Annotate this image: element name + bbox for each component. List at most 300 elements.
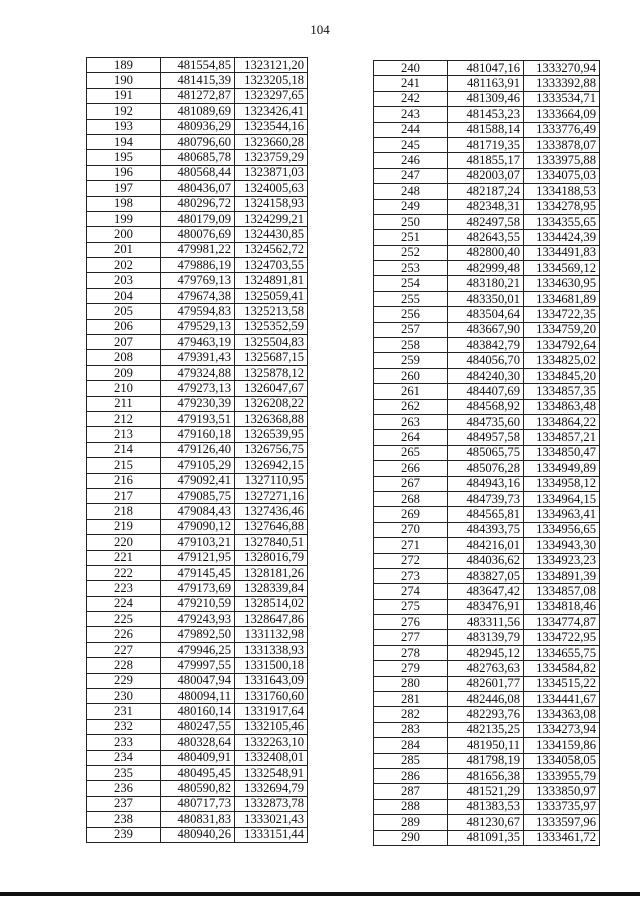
y-coordinate-cell: 1334857,35 <box>524 384 600 399</box>
point-number-cell: 236 <box>87 781 161 796</box>
x-coordinate-cell: 483842,79 <box>448 338 524 353</box>
x-coordinate-cell: 479121,95 <box>161 550 235 565</box>
point-number-cell: 272 <box>374 553 448 568</box>
table-row <box>374 322 600 337</box>
x-coordinate-cell: 479391,43 <box>161 350 235 365</box>
point-number-cell: 287 <box>374 784 448 799</box>
y-coordinate-cell: 1331643,09 <box>235 673 308 688</box>
table-row <box>87 381 308 396</box>
table-row <box>87 535 308 550</box>
point-number-cell: 192 <box>87 104 161 119</box>
table-row <box>87 504 308 519</box>
point-number-cell: 189 <box>87 58 161 73</box>
table-row <box>374 553 600 568</box>
table-row <box>87 704 308 719</box>
point-number-cell: 223 <box>87 581 161 596</box>
y-coordinate-cell: 1334759,20 <box>524 322 600 337</box>
table-row <box>374 599 600 614</box>
y-coordinate-cell: 1334857,08 <box>524 584 600 599</box>
x-coordinate-cell: 481091,35 <box>448 830 524 845</box>
y-coordinate-cell: 1327646,88 <box>235 519 308 534</box>
x-coordinate-cell: 481719,35 <box>448 137 524 152</box>
point-number-cell: 190 <box>87 73 161 88</box>
x-coordinate-cell: 481656,38 <box>448 768 524 783</box>
y-coordinate-cell: 1331500,18 <box>235 658 308 673</box>
table-row <box>374 122 600 137</box>
table-row <box>374 137 600 152</box>
point-number-cell: 193 <box>87 119 161 134</box>
point-number-cell: 217 <box>87 488 161 503</box>
table-row <box>374 507 600 522</box>
x-coordinate-cell: 480409,91 <box>161 750 235 765</box>
table-row <box>374 707 600 722</box>
table-row <box>87 242 308 257</box>
point-number-cell: 216 <box>87 473 161 488</box>
table-row <box>374 830 600 845</box>
point-number-cell: 211 <box>87 396 161 411</box>
table-row <box>374 538 600 553</box>
y-coordinate-cell: 1334958,12 <box>524 476 600 491</box>
y-coordinate-cell: 1334424,39 <box>524 230 600 245</box>
point-number-cell: 243 <box>374 107 448 122</box>
point-number-cell: 280 <box>374 676 448 691</box>
table-row <box>374 615 600 630</box>
table-row <box>374 291 600 306</box>
point-number-cell: 240 <box>374 61 448 76</box>
x-coordinate-cell: 480831,83 <box>161 812 235 827</box>
table-row <box>374 491 600 506</box>
x-coordinate-cell: 482187,24 <box>448 184 524 199</box>
table-row <box>374 461 600 476</box>
x-coordinate-cell: 479886,19 <box>161 258 235 273</box>
y-coordinate-cell: 1333878,07 <box>524 137 600 152</box>
y-coordinate-cell: 1326368,88 <box>235 411 308 426</box>
table-row <box>87 719 308 734</box>
point-number-cell: 267 <box>374 476 448 491</box>
y-coordinate-cell: 1334515,22 <box>524 676 600 691</box>
point-number-cell: 221 <box>87 550 161 565</box>
y-coordinate-cell: 1324891,81 <box>235 273 308 288</box>
table-row <box>374 384 600 399</box>
table-row <box>374 230 600 245</box>
point-number-cell: 233 <box>87 735 161 750</box>
point-number-cell: 283 <box>374 722 448 737</box>
y-coordinate-cell: 1331760,60 <box>235 689 308 704</box>
y-coordinate-cell: 1323660,28 <box>235 134 308 149</box>
table-row <box>87 596 308 611</box>
table-row <box>374 753 600 768</box>
point-number-cell: 256 <box>374 307 448 322</box>
x-coordinate-cell: 481383,53 <box>448 799 524 814</box>
table-row <box>87 581 308 596</box>
y-coordinate-cell: 1334569,12 <box>524 261 600 276</box>
point-number-cell: 220 <box>87 535 161 550</box>
y-coordinate-cell: 1331132,98 <box>235 627 308 642</box>
y-coordinate-cell: 1334845,20 <box>524 368 600 383</box>
point-number-cell: 265 <box>374 445 448 460</box>
point-number-cell: 205 <box>87 304 161 319</box>
y-coordinate-cell: 1332408,01 <box>235 750 308 765</box>
y-coordinate-cell: 1334278,95 <box>524 199 600 214</box>
table-row <box>374 338 600 353</box>
point-number-cell: 226 <box>87 627 161 642</box>
table-row <box>374 245 600 260</box>
point-number-cell: 232 <box>87 719 161 734</box>
x-coordinate-cell: 479090,12 <box>161 519 235 534</box>
table-row <box>87 73 308 88</box>
x-coordinate-cell: 481415,39 <box>161 73 235 88</box>
table-row <box>87 273 308 288</box>
x-coordinate-cell: 480940,26 <box>161 827 235 842</box>
y-coordinate-cell: 1334188,53 <box>524 184 600 199</box>
table-row <box>87 750 308 765</box>
point-number-cell: 224 <box>87 596 161 611</box>
point-number-cell: 203 <box>87 273 161 288</box>
x-coordinate-cell: 481521,29 <box>448 784 524 799</box>
x-coordinate-cell: 481798,19 <box>448 753 524 768</box>
x-coordinate-cell: 483180,21 <box>448 276 524 291</box>
x-coordinate-cell: 482999,48 <box>448 261 524 276</box>
point-number-cell: 225 <box>87 612 161 627</box>
point-number-cell: 249 <box>374 199 448 214</box>
point-number-cell: 288 <box>374 799 448 814</box>
x-coordinate-cell: 480717,73 <box>161 796 235 811</box>
x-coordinate-cell: 485065,75 <box>448 445 524 460</box>
point-number-cell: 213 <box>87 427 161 442</box>
y-coordinate-cell: 1331338,93 <box>235 642 308 657</box>
x-coordinate-cell: 479324,88 <box>161 365 235 380</box>
x-coordinate-cell: 481230,67 <box>448 815 524 830</box>
y-coordinate-cell: 1328016,79 <box>235 550 308 565</box>
table-row <box>87 458 308 473</box>
x-coordinate-cell: 479674,38 <box>161 288 235 303</box>
x-coordinate-cell: 479126,40 <box>161 442 235 457</box>
y-coordinate-cell: 1333151,44 <box>235 827 308 842</box>
x-coordinate-cell: 480436,07 <box>161 181 235 196</box>
x-coordinate-cell: 482601,77 <box>448 676 524 691</box>
table-row <box>87 519 308 534</box>
x-coordinate-cell: 479463,19 <box>161 335 235 350</box>
x-coordinate-cell: 480328,64 <box>161 735 235 750</box>
table-row <box>374 430 600 445</box>
x-coordinate-cell: 483827,05 <box>448 568 524 583</box>
table-row <box>87 488 308 503</box>
x-coordinate-cell: 481554,85 <box>161 58 235 73</box>
x-coordinate-cell: 483504,64 <box>448 307 524 322</box>
coordinates-table-right <box>373 60 600 846</box>
coordinates-table-left <box>86 57 308 843</box>
x-coordinate-cell: 481047,16 <box>448 61 524 76</box>
y-coordinate-cell: 1326208,22 <box>235 396 308 411</box>
table-row <box>87 673 308 688</box>
point-number-cell: 274 <box>374 584 448 599</box>
table-row <box>374 368 600 383</box>
point-number-cell: 228 <box>87 658 161 673</box>
point-number-cell: 250 <box>374 214 448 229</box>
x-coordinate-cell: 479210,59 <box>161 596 235 611</box>
x-coordinate-cell: 484240,30 <box>448 368 524 383</box>
table-row <box>87 627 308 642</box>
x-coordinate-cell: 479273,13 <box>161 381 235 396</box>
table-row <box>87 550 308 565</box>
table-row <box>87 658 308 673</box>
x-coordinate-cell: 480179,09 <box>161 211 235 226</box>
table-row <box>374 676 600 691</box>
table-row <box>374 522 600 537</box>
x-coordinate-cell: 481588,14 <box>448 122 524 137</box>
point-number-cell: 208 <box>87 350 161 365</box>
y-coordinate-cell: 1332694,79 <box>235 781 308 796</box>
point-number-cell: 289 <box>374 815 448 830</box>
point-number-cell: 286 <box>374 768 448 783</box>
point-number-cell: 198 <box>87 196 161 211</box>
table-row <box>87 442 308 457</box>
point-number-cell: 210 <box>87 381 161 396</box>
table-row <box>374 107 600 122</box>
point-number-cell: 278 <box>374 645 448 660</box>
y-coordinate-cell: 1328339,84 <box>235 581 308 596</box>
x-coordinate-cell: 481309,46 <box>448 91 524 106</box>
x-coordinate-cell: 480936,29 <box>161 119 235 134</box>
y-coordinate-cell: 1325687,15 <box>235 350 308 365</box>
x-coordinate-cell: 479243,93 <box>161 612 235 627</box>
point-number-cell: 194 <box>87 134 161 149</box>
y-coordinate-cell: 1323426,41 <box>235 104 308 119</box>
point-number-cell: 222 <box>87 565 161 580</box>
x-coordinate-cell: 480685,78 <box>161 150 235 165</box>
point-number-cell: 244 <box>374 122 448 137</box>
table-row <box>374 568 600 583</box>
y-coordinate-cell: 1334923,23 <box>524 553 600 568</box>
table-row <box>374 353 600 368</box>
table-row <box>87 288 308 303</box>
point-number-cell: 277 <box>374 630 448 645</box>
table-row <box>374 722 600 737</box>
y-coordinate-cell: 1333392,88 <box>524 76 600 91</box>
y-coordinate-cell: 1333735,97 <box>524 799 600 814</box>
table-row <box>87 565 308 580</box>
y-coordinate-cell: 1334075,03 <box>524 168 600 183</box>
y-coordinate-cell: 1323297,65 <box>235 88 308 103</box>
y-coordinate-cell: 1334943,30 <box>524 538 600 553</box>
table-row <box>87 181 308 196</box>
table-row <box>374 307 600 322</box>
table-row <box>374 799 600 814</box>
y-coordinate-cell: 1334058,05 <box>524 753 600 768</box>
table-row <box>374 399 600 414</box>
x-coordinate-cell: 483350,01 <box>448 291 524 306</box>
x-coordinate-cell: 484393,75 <box>448 522 524 537</box>
x-coordinate-cell: 479084,43 <box>161 504 235 519</box>
point-number-cell: 202 <box>87 258 161 273</box>
point-number-cell: 252 <box>374 245 448 260</box>
point-number-cell: 201 <box>87 242 161 257</box>
table-row <box>87 796 308 811</box>
y-coordinate-cell: 1334818,46 <box>524 599 600 614</box>
x-coordinate-cell: 480076,69 <box>161 227 235 242</box>
x-coordinate-cell: 479145,45 <box>161 565 235 580</box>
y-coordinate-cell: 1334864,22 <box>524 414 600 429</box>
x-coordinate-cell: 480796,60 <box>161 134 235 149</box>
table-row <box>87 227 308 242</box>
y-coordinate-cell: 1334850,47 <box>524 445 600 460</box>
y-coordinate-cell: 1324430,85 <box>235 227 308 242</box>
y-coordinate-cell: 1325059,41 <box>235 288 308 303</box>
x-coordinate-cell: 479193,51 <box>161 411 235 426</box>
x-coordinate-cell: 479103,21 <box>161 535 235 550</box>
y-coordinate-cell: 1333021,43 <box>235 812 308 827</box>
y-coordinate-cell: 1323759,29 <box>235 150 308 165</box>
point-number-cell: 199 <box>87 211 161 226</box>
y-coordinate-cell: 1334792,64 <box>524 338 600 353</box>
table-row <box>87 765 308 780</box>
point-number-cell: 246 <box>374 153 448 168</box>
table-row <box>374 645 600 660</box>
point-number-cell: 253 <box>374 261 448 276</box>
table-row <box>87 304 308 319</box>
y-coordinate-cell: 1328647,86 <box>235 612 308 627</box>
y-coordinate-cell: 1333776,49 <box>524 122 600 137</box>
y-coordinate-cell: 1334774,87 <box>524 615 600 630</box>
x-coordinate-cell: 480094,11 <box>161 689 235 704</box>
x-coordinate-cell: 480590,82 <box>161 781 235 796</box>
y-coordinate-cell: 1326539,95 <box>235 427 308 442</box>
point-number-cell: 255 <box>374 291 448 306</box>
point-number-cell: 247 <box>374 168 448 183</box>
y-coordinate-cell: 1333975,88 <box>524 153 600 168</box>
table-row <box>374 61 600 76</box>
y-coordinate-cell: 1327110,95 <box>235 473 308 488</box>
point-number-cell: 260 <box>374 368 448 383</box>
x-coordinate-cell: 481272,87 <box>161 88 235 103</box>
y-coordinate-cell: 1333597,96 <box>524 815 600 830</box>
x-coordinate-cell: 480296,72 <box>161 196 235 211</box>
y-coordinate-cell: 1334863,48 <box>524 399 600 414</box>
y-coordinate-cell: 1332548,91 <box>235 765 308 780</box>
table-row <box>374 445 600 460</box>
y-coordinate-cell: 1327436,46 <box>235 504 308 519</box>
table-row <box>87 411 308 426</box>
y-coordinate-cell: 1334355,65 <box>524 214 600 229</box>
y-coordinate-cell: 1334964,15 <box>524 491 600 506</box>
x-coordinate-cell: 479769,13 <box>161 273 235 288</box>
x-coordinate-cell: 483667,90 <box>448 322 524 337</box>
x-coordinate-cell: 483311,56 <box>448 615 524 630</box>
table-row <box>374 738 600 753</box>
point-number-cell: 212 <box>87 411 161 426</box>
table-row <box>87 781 308 796</box>
y-coordinate-cell: 1333955,79 <box>524 768 600 783</box>
x-coordinate-cell: 480495,45 <box>161 765 235 780</box>
point-number-cell: 195 <box>87 150 161 165</box>
table-row <box>87 165 308 180</box>
table-row <box>374 261 600 276</box>
x-coordinate-cell: 479594,83 <box>161 304 235 319</box>
point-number-cell: 279 <box>374 661 448 676</box>
table-row <box>87 104 308 119</box>
y-coordinate-cell: 1325504,83 <box>235 335 308 350</box>
y-coordinate-cell: 1334825,02 <box>524 353 600 368</box>
table-row <box>374 815 600 830</box>
x-coordinate-cell: 479230,39 <box>161 396 235 411</box>
point-number-cell: 215 <box>87 458 161 473</box>
table-row <box>87 88 308 103</box>
point-number-cell: 262 <box>374 399 448 414</box>
point-number-cell: 231 <box>87 704 161 719</box>
x-coordinate-cell: 483139,79 <box>448 630 524 645</box>
x-coordinate-cell: 484056,70 <box>448 353 524 368</box>
x-coordinate-cell: 480247,55 <box>161 719 235 734</box>
point-number-cell: 285 <box>374 753 448 768</box>
x-coordinate-cell: 479892,50 <box>161 627 235 642</box>
y-coordinate-cell: 1334857,21 <box>524 430 600 445</box>
table-row <box>87 150 308 165</box>
x-coordinate-cell: 482497,58 <box>448 214 524 229</box>
x-coordinate-cell: 481453,23 <box>448 107 524 122</box>
x-coordinate-cell: 484943,16 <box>448 476 524 491</box>
x-coordinate-cell: 485076,28 <box>448 461 524 476</box>
point-number-cell: 268 <box>374 491 448 506</box>
table-row <box>87 211 308 226</box>
point-number-cell: 206 <box>87 319 161 334</box>
table-row <box>87 196 308 211</box>
point-number-cell: 219 <box>87 519 161 534</box>
y-coordinate-cell: 1334441,67 <box>524 692 600 707</box>
x-coordinate-cell: 482003,07 <box>448 168 524 183</box>
point-number-cell: 207 <box>87 335 161 350</box>
point-number-cell: 242 <box>374 91 448 106</box>
point-number-cell: 264 <box>374 430 448 445</box>
y-coordinate-cell: 1324703,55 <box>235 258 308 273</box>
table-row <box>87 119 308 134</box>
table-row <box>87 319 308 334</box>
table-row <box>374 153 600 168</box>
y-coordinate-cell: 1324005,63 <box>235 181 308 196</box>
x-coordinate-cell: 482135,25 <box>448 722 524 737</box>
x-coordinate-cell: 484568,92 <box>448 399 524 414</box>
y-coordinate-cell: 1334963,41 <box>524 507 600 522</box>
y-coordinate-cell: 1334956,65 <box>524 522 600 537</box>
table-row <box>87 827 308 842</box>
point-number-cell: 257 <box>374 322 448 337</box>
x-coordinate-cell: 482446,08 <box>448 692 524 707</box>
x-coordinate-cell: 482293,76 <box>448 707 524 722</box>
y-coordinate-cell: 1324158,93 <box>235 196 308 211</box>
y-coordinate-cell: 1334655,75 <box>524 645 600 660</box>
y-coordinate-cell: 1333270,94 <box>524 61 600 76</box>
x-coordinate-cell: 483476,91 <box>448 599 524 614</box>
point-number-cell: 248 <box>374 184 448 199</box>
point-number-cell: 281 <box>374 692 448 707</box>
x-coordinate-cell: 484036,62 <box>448 553 524 568</box>
table-row <box>374 199 600 214</box>
y-coordinate-cell: 1334491,83 <box>524 245 600 260</box>
point-number-cell: 239 <box>87 827 161 842</box>
x-coordinate-cell: 479085,75 <box>161 488 235 503</box>
point-number-cell: 254 <box>374 276 448 291</box>
x-coordinate-cell: 482763,63 <box>448 661 524 676</box>
point-number-cell: 245 <box>374 137 448 152</box>
x-coordinate-cell: 479105,29 <box>161 458 235 473</box>
y-coordinate-cell: 1324562,72 <box>235 242 308 257</box>
y-coordinate-cell: 1328514,02 <box>235 596 308 611</box>
y-coordinate-cell: 1334159,86 <box>524 738 600 753</box>
point-number-cell: 209 <box>87 365 161 380</box>
x-coordinate-cell: 480568,44 <box>161 165 235 180</box>
x-coordinate-cell: 479997,55 <box>161 658 235 673</box>
y-coordinate-cell: 1334584,82 <box>524 661 600 676</box>
y-coordinate-cell: 1334891,39 <box>524 568 600 583</box>
